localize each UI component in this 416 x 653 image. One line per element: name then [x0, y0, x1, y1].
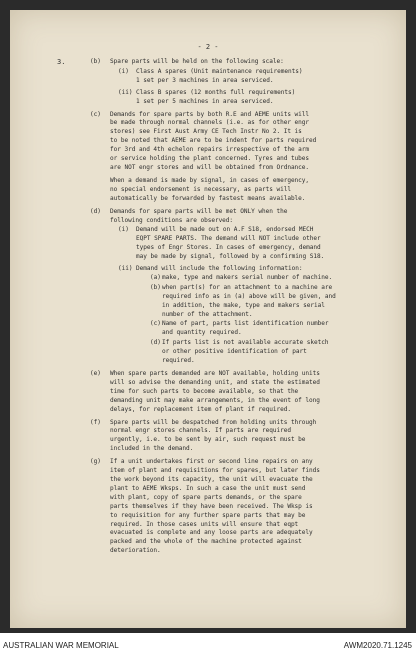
text-line: may be made by signal, followed by a confirming S18. [136, 253, 325, 261]
sub-sub-item [150, 284, 390, 320]
text-line: evacuated is complete and any loose parts are adequately [110, 529, 313, 537]
text-line: item of plant and requisitions for spares, but later finds [110, 467, 320, 475]
text-line: automatically be forwarded by fastest means available. [110, 194, 306, 202]
section-item [90, 58, 390, 107]
text-line: required info as in (a) above will be given, and [162, 292, 336, 300]
archive-footer [0, 633, 416, 653]
text-line: with plant, copy of spare parts demands, or the spare [110, 493, 302, 501]
text-line: Name of part, parts list identification number [162, 320, 329, 328]
text-line: included in the demand. [110, 445, 194, 453]
item-label: (ii) [118, 265, 133, 273]
item-label: (d) [150, 339, 161, 347]
text-line: packed and the whole of the machine protected against [110, 538, 302, 546]
text-line: Demand will include the following information: [136, 265, 303, 273]
item-label: (b) [90, 58, 101, 65]
item-label: (g) [90, 458, 101, 466]
item-label: (ii) [118, 88, 133, 96]
sub-sub-item [150, 320, 390, 338]
text-line: 1 set per 3 machines in area serviced. [136, 76, 274, 84]
text-line: Demands for spare parts by both R.E and AEME units will [110, 110, 310, 118]
document-body [90, 58, 390, 560]
item-label: (e) [90, 370, 101, 377]
text-line: make, type and makers serial number of machine. [162, 273, 333, 281]
text-line: Class A spares (Unit maintenance requirements) [136, 67, 303, 75]
text-line: demanding unit may make arrangements, in the event of long [110, 396, 320, 404]
item-label: (b) [150, 283, 161, 291]
text-line: to be noted that AEME are to be indent for parts required [110, 137, 317, 145]
text-line: If parts list is not available accurate sketch [162, 339, 329, 347]
paragraph-number: 3. [57, 58, 66, 66]
document-page [10, 10, 406, 628]
footer-institution: AUSTRALIAN WAR MEMORIAL [3, 641, 119, 650]
item-label: (a) [150, 273, 161, 281]
text-line: in addition, the make, type and makers serial [162, 301, 325, 309]
text-line: parts themselves if they have been received. The Wksp is [110, 502, 313, 510]
text-line: are NOT engr stores and will be obtained from Ordnance. [110, 163, 310, 171]
text-line: the work beyond its capacity, the unit will evacuate the [110, 475, 313, 483]
text-line: Demands for spare parts will be met ONLY when the [110, 207, 288, 215]
section-item [90, 370, 390, 415]
text-line: following conditions are observed: [110, 216, 234, 224]
text-line: plant to AEME Wksps. In such a case the unit must send [110, 484, 306, 492]
sub-sub-item [150, 339, 390, 366]
text-line: 1 set per 5 machines in area serviced. [136, 97, 274, 105]
text-line: normal engr stores channels. If parts are required [110, 427, 291, 435]
text-line: be made through normal channels (i.e. as for other engr [110, 119, 310, 127]
text-line: Spare parts will be held on the following scale: [110, 58, 284, 65]
text-line: time for such parts to become available, so that the [110, 387, 299, 395]
text-line: types of Engr Stores. In cases of emergency, demand [136, 244, 321, 252]
text-line: for 3rd and 4th echelon repairs irrespective of the arm [110, 146, 310, 154]
text-line: will so advise the demanding unit, and state the estimated [110, 378, 320, 386]
sub-item [110, 68, 390, 86]
text-line: Demand will be made out on A.F S18, endorsed MECH [136, 226, 314, 234]
section-item [90, 111, 390, 204]
sub-item [110, 265, 390, 366]
section-item [90, 419, 390, 455]
item-label: (c) [90, 110, 101, 118]
text-line: EQPT SPARE PARTS. The demand will NOT include other [136, 235, 321, 243]
text-line: and quantity required. [162, 329, 242, 337]
text-line: When a demand is made by signal, in cases of emergency, [110, 176, 310, 184]
sub-sub-item [150, 274, 390, 283]
text-line: deterioration. [110, 547, 161, 555]
text-line: when part(s) for an attachment to a machine are [162, 283, 333, 291]
footer-accession-number: AWM2020.71.1245 [343, 641, 412, 650]
section-item [90, 208, 390, 366]
section-item [90, 458, 390, 556]
text-line: or service holding the plant concerned. Tyres and tubes [110, 155, 310, 163]
page-number: - 2 - [197, 43, 219, 51]
item-label: (c) [150, 320, 161, 328]
item-label: (i) [118, 226, 129, 234]
item-label: (d) [90, 207, 101, 215]
sub-item [110, 226, 390, 262]
text-line: stores) see First Aust Army CE Tech Instr No 2. It is [110, 128, 302, 136]
text-line: required. [162, 357, 195, 365]
text-line: Class B spares (12 months full requirements) [136, 88, 296, 96]
text-line: If a unit undertakes first or second line repairs on any [110, 458, 313, 466]
sub-item [110, 89, 390, 107]
item-label: (i) [118, 67, 129, 75]
text-line: urgently, i.e. to be sent by air, such request must be [110, 436, 306, 444]
item-label: (f) [90, 418, 101, 426]
text-line: to requisition for any further spare parts that may be [110, 511, 306, 519]
text-line: When spare parts demanded are NOT available, holding units [110, 370, 320, 377]
text-line: required. In those cases units will ensure that eqpt [110, 520, 299, 528]
text-line: or other positive identification of part [162, 348, 307, 356]
text-line: number of the attachment. [162, 310, 253, 318]
text-line: Spare parts will be despatched from holding units through [110, 418, 317, 426]
text-line: no special endorsement is necessary, as parts will [110, 185, 291, 193]
text-line: delays, for replacement item of plant if required. [110, 405, 291, 413]
